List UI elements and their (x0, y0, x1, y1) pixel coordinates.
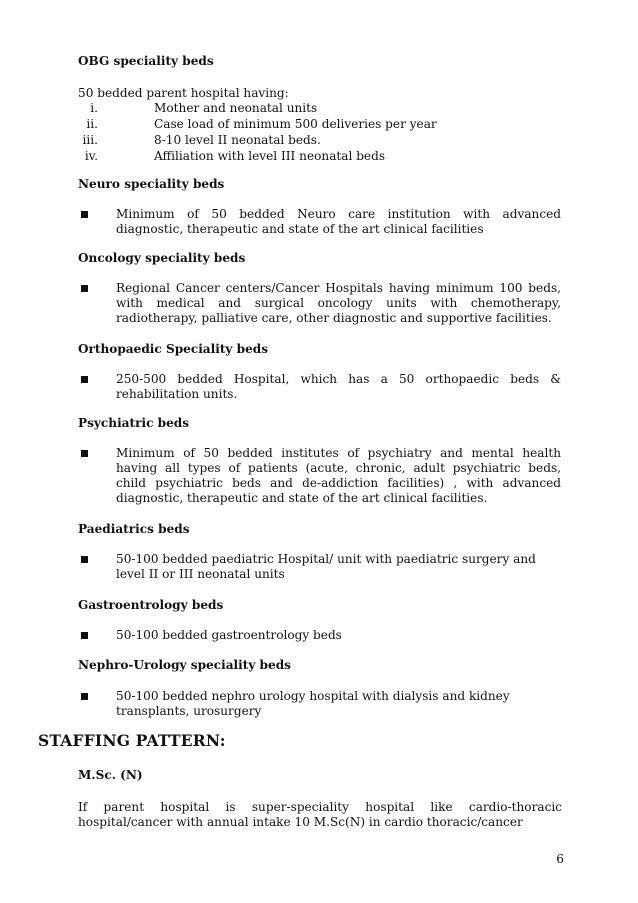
square-bullet-icon (81, 693, 88, 700)
list-item (78, 133, 562, 149)
ortho-heading: Orthopaedic Speciality beds (78, 342, 269, 356)
psych-heading: Psychiatric beds (78, 416, 190, 430)
square-bullet-icon (81, 632, 88, 639)
square-bullet-icon (81, 211, 88, 218)
paed-heading: Paediatrics beds (78, 522, 190, 536)
gastro-heading: Gastroentrology beds (78, 598, 224, 612)
neuro-heading: Neuro speciality beds (78, 177, 225, 191)
list-number: i. (90, 101, 98, 115)
list-text: Case load of minimum 500 deliveries per year (154, 117, 437, 131)
msc-subheading: M.Sc. (N) (78, 768, 143, 782)
obg-heading: OBG speciality beds (78, 54, 214, 68)
bullet-text: 50-100 bedded gastroentrology beds (116, 628, 342, 642)
nephro-heading: Nephro-Urology speciality beds (78, 658, 291, 672)
list-number: ii. (86, 117, 98, 131)
obg-list (78, 101, 562, 165)
bullet-text: 50-100 bedded nephro urology hospital with dialysis and kidney transplants, urosurgery (116, 689, 510, 718)
list-item (78, 101, 562, 117)
bullet-text: Minimum of 50 bedded institutes of psychiatry and mental health having all types of patients (acute, chronic, adult psychiatric beds, child psychiatric beds and de-addiction facilities) , with advanced diagnostic, therapeutic and state of the art clinical facilities. (116, 446, 561, 505)
staffing-paragraph: If parent hospital is super-speciality hospital like cardio-thoracic hospital/cancer with annual intake 10 M.Sc(N) in cardio thoracic/cancer (78, 800, 562, 829)
list-text: Affiliation with level III neonatal beds (154, 149, 386, 163)
square-bullet-icon (81, 376, 88, 383)
square-bullet-icon (81, 285, 88, 292)
list-item (78, 117, 562, 133)
oncology-heading: Oncology speciality beds (78, 251, 246, 265)
list-text: 8-10 level II neonatal beds. (154, 133, 321, 147)
square-bullet-icon (81, 450, 88, 457)
list-number: iii. (82, 133, 98, 147)
list-item (78, 149, 562, 165)
page-number: 6 (556, 852, 564, 866)
staffing-heading: STAFFING PATTERN: (38, 731, 226, 750)
bullet-text: Minimum of 50 bedded Neuro care institution with advanced diagnostic, therapeutic and state of the art clinical facilities (116, 207, 561, 236)
square-bullet-icon (81, 556, 88, 563)
bullet-text: 50-100 bedded paediatric Hospital/ unit with paediatric surgery and level II or III neonatal units (116, 552, 536, 581)
bullet-text: 250-500 bedded Hospital, which has a 50 orthopaedic beds & rehabilitation units. (116, 372, 561, 401)
list-number: iv. (84, 149, 98, 163)
bullet-text: Regional Cancer centers/Cancer Hospitals having minimum 100 beds, with medical and surgical oncology units with chemotherapy, radiotherapy, palliative care, other diagnostic and supportive facilities. (116, 281, 561, 325)
list-text: Mother and neonatal units (154, 101, 318, 115)
obg-intro: 50 bedded parent hospital having: (78, 86, 289, 100)
